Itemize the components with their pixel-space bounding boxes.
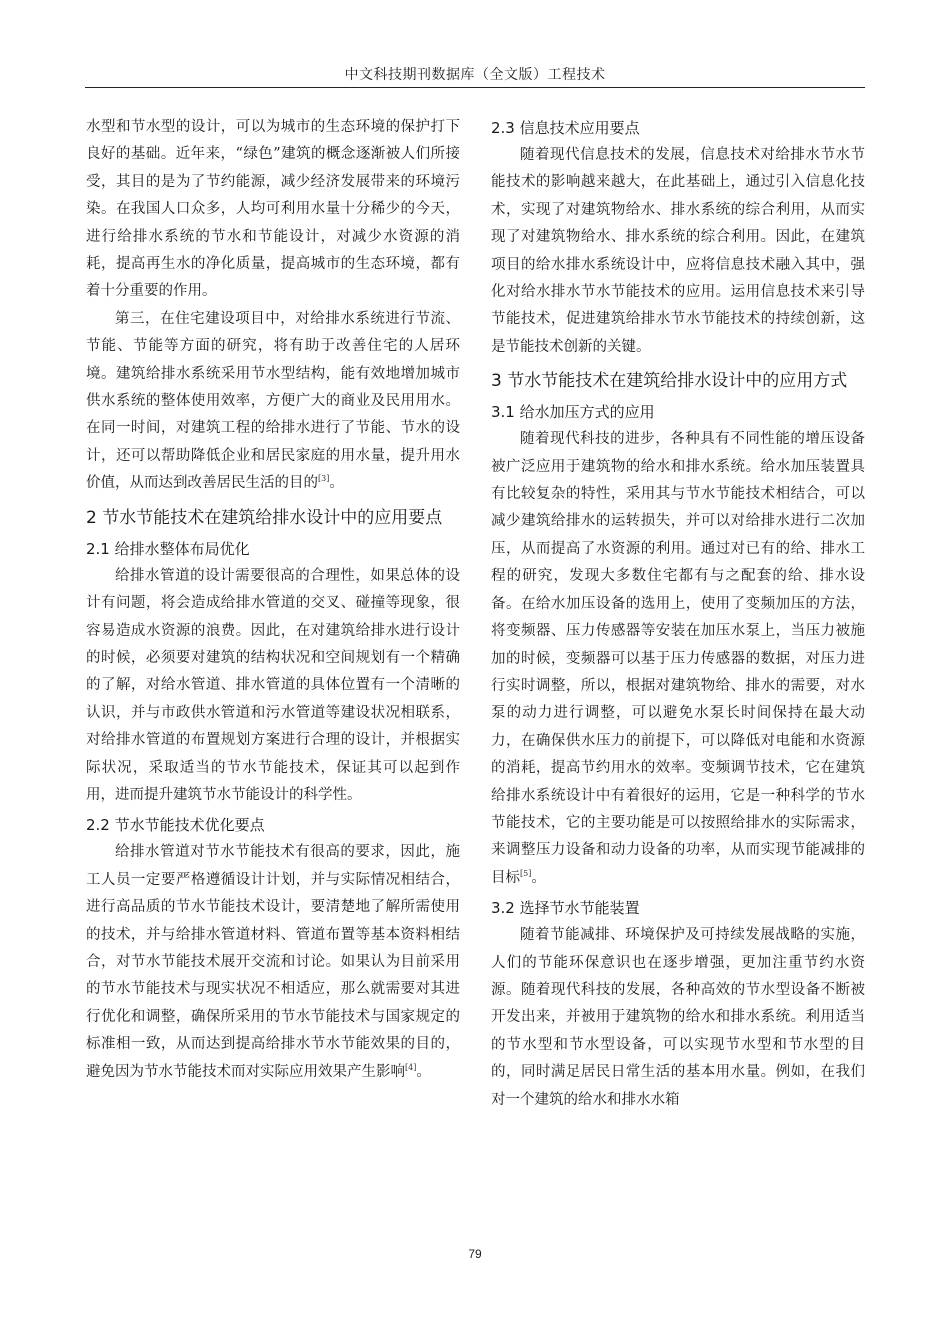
paragraph-end: 。: [531, 869, 546, 886]
paragraph-third-point: [86, 306, 460, 498]
paragraph-text: 第三，在住宅建设项目中，对给排水系统进行节流、节能、节能等方面的研究，将有助于改善住宅的人居环境。建筑给排水系统采用节水型结构，能有效地增加城市供水系统的整体使用效率，方便广大的商业及民用用水。在同一时间，对建筑工程的给排水进行了节能、节水的设计，还可以帮助降低企业和居民家庭的用水量，提升用水价值，从而达到改善居民生活的目的: [86, 310, 460, 492]
paragraph-2-2: [86, 839, 460, 1086]
citation-ref-5[interactable]: [5]: [520, 868, 532, 878]
paragraph-intro-continued: 水型和节水型的设计，可以为城市的生态环境的保护打下良好的基础。近年来，“绿色”建筑的概念逐渐被人们所接受，其目的是为了节约能源，减少经济发展带来的环境污染。在我国人口众多，人均可利用水量十分稀少的今天，进行给排水系统的节水和节能设计，对减少水资源的消耗，提高再生水的净化质量，提高城市的生态环境，都有着十分重要的作用。: [86, 119, 460, 300]
page-number: 79: [468, 1247, 482, 1261]
subsection-heading-3-1: 3.1 给水加压方式的应用: [491, 403, 655, 422]
citation-ref-4[interactable]: [4]: [405, 1062, 417, 1072]
left-column: [86, 114, 460, 1086]
citation-ref-3[interactable]: [3]: [318, 474, 330, 484]
subsection-heading-2-3: 2.3 信息技术应用要点: [491, 119, 640, 137]
subsection-heading-3-2: 3.2 选择节水节能装置: [491, 899, 640, 918]
paragraph-2-1: 给排水管道的设计需要很高的合理性，如果总体的设计有问题，将会造成给排水管道的交叉、碰撞等现象，很容易造成水资源的浪费。因此，在对建筑给排水进行设计的时候，必须要对建筑的结构状况和空间规划有一个精确的了解，对给水管道、排水管道的具体位置有一个清晰的认识，并与市政供水管道和污水管道等建设状况相联系，对给排水管道的布置规划方案进行合理的设计，并根据实际状况，采取适当的节水节能技术，保证其可以起到作用，进而提升建筑节水节能设计的科学性。: [86, 567, 460, 803]
section-heading-2: 2 节水节能技术在建筑给排水设计中的应用要点: [86, 507, 443, 528]
subsection-heading-2-1: 2.1 给排水整体布局优化: [86, 539, 250, 558]
paragraph-end: 。: [329, 475, 344, 492]
paragraph-text: 给排水管道对节水节能技术有很高的要求，因此，施工人员一定要严格遵循设计计划，并与实际情况相结合，进行高品质的节水节能技术设计，要清楚地了解所需使用的技术，并与给排水管道材料、管道布置等基本资料相结合，对节水节能技术展开交流和讨论。如果认为目前采用的节水节能技术与现实状况不相适应，那么就需要对其进行优化和调整，确保所采用的节水节能技术与国家规定的标准相一致，从而达到提高给排水节水节能效果的目的，避免因为节水节能技术而对实际应用效果产生影响: [86, 844, 460, 1080]
subsection-heading-2-2: 2.2 节水节能技术优化要点: [86, 816, 265, 835]
header-rule: [85, 87, 865, 88]
paragraph-end: 。: [416, 1063, 431, 1080]
running-header: 中文科技期刊数据库（全文版）工程技术: [344, 67, 606, 83]
right-column: [491, 114, 865, 1114]
paragraph-3-1: [491, 426, 865, 892]
paragraph-text: 随着现代科技的进步，各种具有不同性能的增压设备被广泛应用于建筑物的给水和排水系统。给水加压装置具有比较复杂的特性，采用其与节水节能技术相结合，可以减少建筑给排水的运转损失，并可以对给排水进行二次加压，从而提高了水资源的利用。通过对已有的给、排水工程的研究，发现大多数住宅都有与之配套的给、排水设备。在给水加压设备的选用上，使用了变频加压的方法，将变频器、压力传感器等安装在加压水泵上，当压力被施加的时候，变频器可以基于压力传感器的数据，对压力进行实时调整，所以，根据对建筑物给、排水的需要，对水泵的动力进行调整，可以避免水泵长时间保持在最大动力，在确保供水压力的前提下，可以降低对电能和水资源的消耗，提高节约用水的效率。变频调节技术，它在建筑给排水系统设计中有着很好的运用，它是一种科学的节水节能技术，它的主要功能是可以按照给排水的实际需求，来调整压力设备和动力设备的功率，从而实现节能减排的目标: [491, 431, 865, 886]
section-heading-3: 3 节水节能技术在建筑给排水设计中的应用方式: [491, 371, 848, 392]
paragraph-2-3: 随着现代信息技术的发展，信息技术对给排水节水节能技术的影响越来越大，在此基础上，通过引入信息化技术，实现了对建筑物给水、排水系统的综合利用，从而实现了对建筑物给水、排水系统的综合利用。因此，在建筑项目的给水排水系统设计中，应将信息技术融入其中，强化对给水排水节水节能技术的应用。运用信息技术来引导节能技术，促进建筑给排水节水节能技术的持续创新，这是节能技术创新的关键。: [491, 147, 865, 355]
paragraph-3-2: 随着节能减排、环境保护及可持续发展战略的实施，人们的节能环保意识也在逐步增强，更加注重节约水资源。随着现代科技的发展，各种高效的节水型设备不断被开发出来，并被用于建筑物的给水和排水系统。利用适当的节水型和节水型设备，可以实现节水型和节水型的目的，同时满足居民日常生活的基本用水量。例如，在我们对一个建筑的给水和排水水箱: [491, 927, 865, 1108]
